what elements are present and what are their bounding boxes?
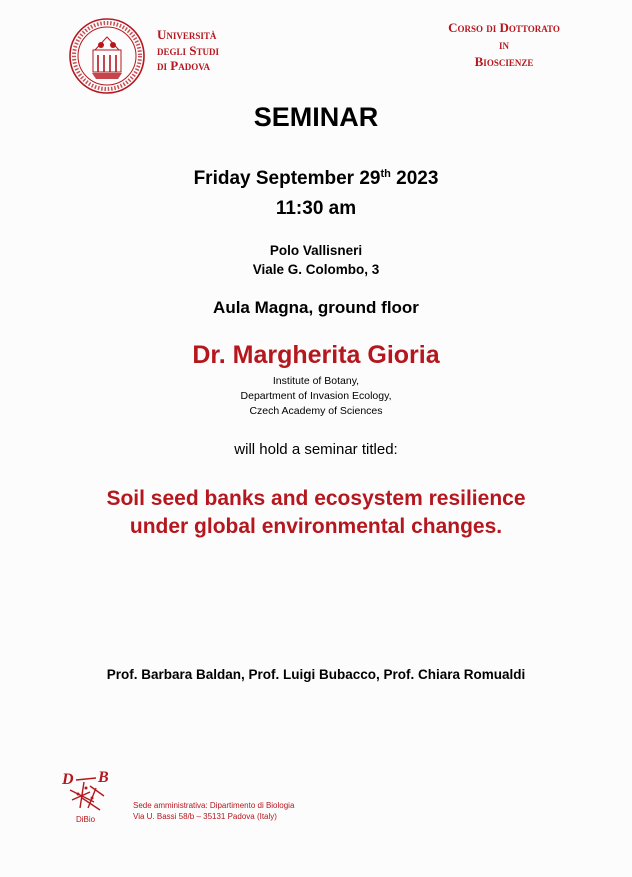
seminar-heading: SEMINAR xyxy=(253,102,379,132)
university-seal-logo xyxy=(68,17,146,95)
affiliation-line: Institute of Botany, xyxy=(272,375,360,387)
organizers: Prof. Barbara Baldan, Prof. Luigi Bubacco, Prof. Chiara Romualdi xyxy=(106,667,526,682)
footer-line: Sede amministrativa: Dipartimento di Biologia xyxy=(133,801,295,810)
dibio-logo xyxy=(60,768,118,824)
event-venue xyxy=(0,241,632,279)
date-year: 2023 xyxy=(390,168,439,189)
logo-text: DiBio xyxy=(76,815,96,824)
footer-address xyxy=(133,800,294,822)
title-line: under global environmental changes. xyxy=(129,515,503,538)
event-date xyxy=(0,168,632,190)
university-name-line: degli Studi xyxy=(157,42,219,58)
course-line: Bioscienze xyxy=(474,54,534,69)
course-line: Corso di Dottorato xyxy=(448,20,560,35)
venue-address: Viale G. Colombo, 3 xyxy=(252,262,380,277)
date-main: Friday September 29 xyxy=(193,168,381,189)
footer-line: Via U. Bassi 58/b – 35131 Padova (Italy) xyxy=(133,812,277,821)
logo-letter-b: B xyxy=(98,769,109,786)
speaker-name: Dr. Margherita Gioria xyxy=(192,341,440,369)
university-name-line: di Padova xyxy=(157,58,211,73)
affiliation-line: Department of Invasion Ecology, xyxy=(240,390,392,402)
title-line: Soil seed banks and ecosystem resilience xyxy=(106,487,526,510)
event-room: Aula Magna, ground floor xyxy=(213,298,419,317)
doctorate-course xyxy=(424,19,584,70)
seminar-title xyxy=(0,485,632,541)
seminar-intro: will hold a seminar titled: xyxy=(234,441,398,458)
event-time: 11:30 am xyxy=(275,198,357,219)
course-line: in xyxy=(498,37,509,52)
speaker-affiliation xyxy=(0,374,632,419)
venue-name: Polo Vallisneri xyxy=(269,243,363,258)
date-ordinal: th xyxy=(380,168,391,180)
affiliation-line: Czech Academy of Sciences xyxy=(249,405,383,417)
university-name-line: Università xyxy=(157,27,217,42)
university-name xyxy=(157,27,219,74)
logo-letter-d: D xyxy=(62,771,74,788)
